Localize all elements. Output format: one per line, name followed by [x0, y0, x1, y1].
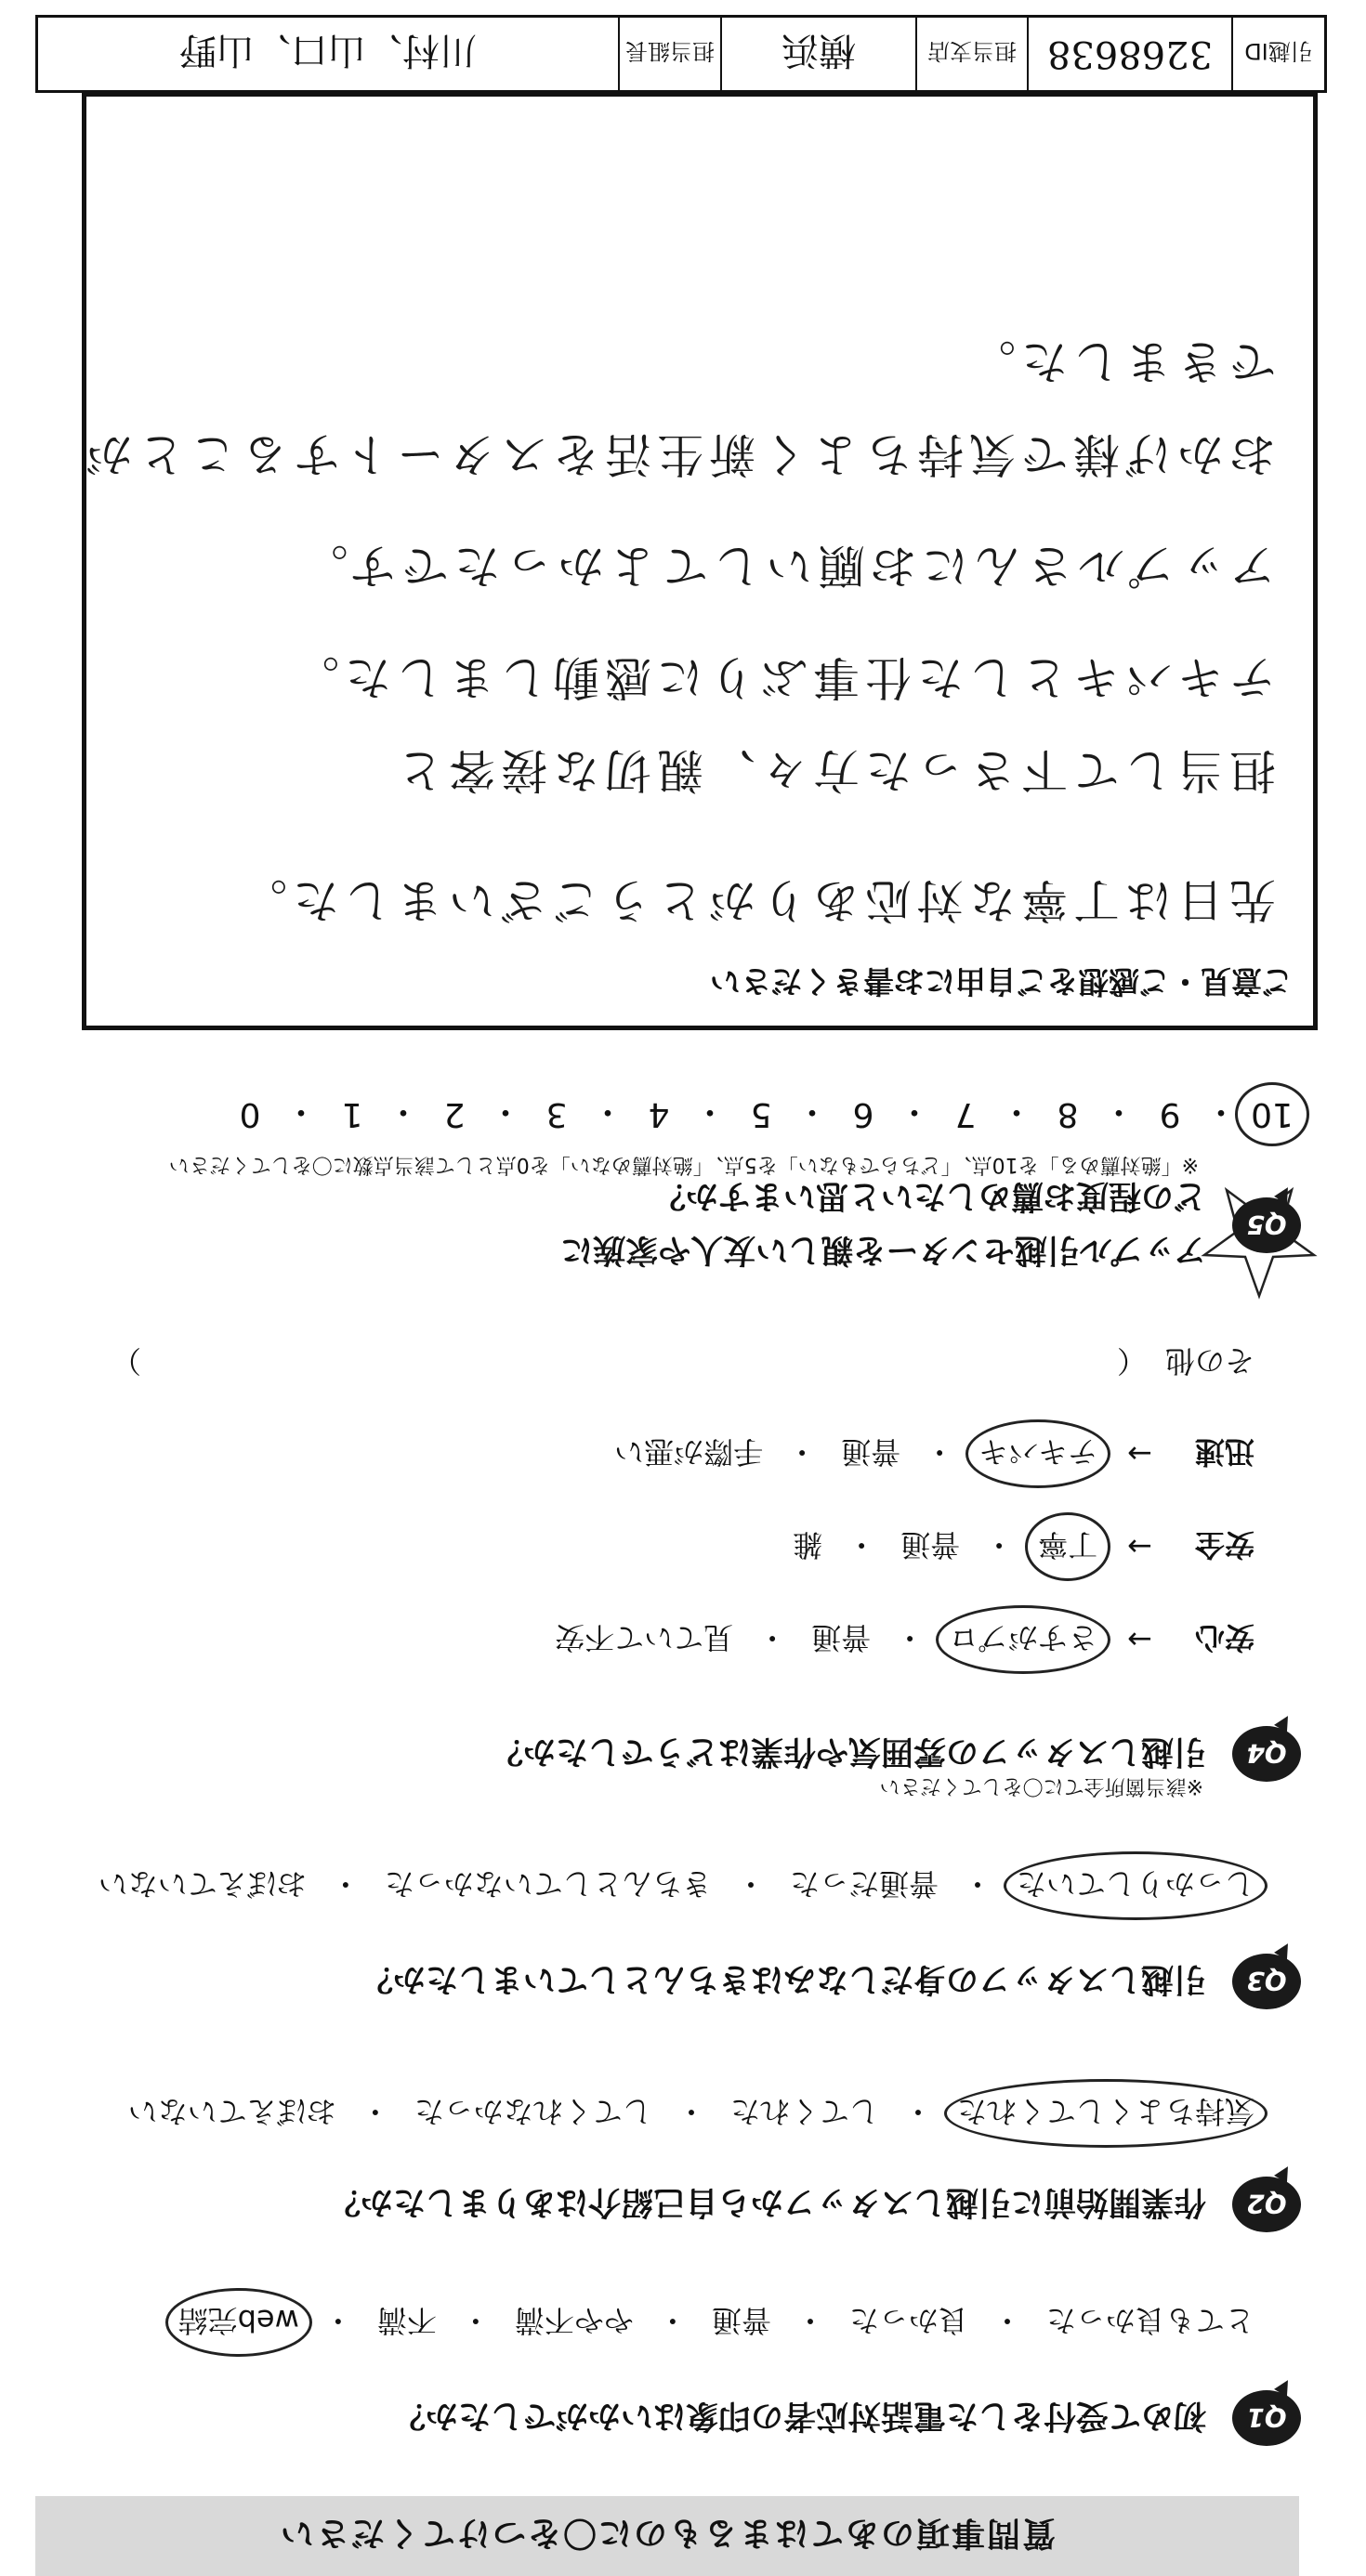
q5-scale-value[interactable]: 1 [341, 1095, 363, 1133]
q5-scale-value[interactable]: 9 [1159, 1095, 1181, 1133]
q4-row-anzen: 安全 → 丁寧 ・ 普通 ・ 雑 [793, 1525, 1254, 1568]
q4-note: ※該当箇所全てに〇をしてください [879, 1774, 1203, 1798]
q4-other [65, 1341, 1254, 1384]
q4-other-close: ） [111, 1343, 141, 1379]
q3-options: しっかりしていた ・ 普通だった ・ きちんとしていなかった ・ おぼえていない [99, 1864, 1254, 1907]
q5-scale-value[interactable]: 5 [750, 1095, 772, 1133]
comment-line: おかげ様で気持ちよく新生活をスタートすることが [80, 427, 1276, 481]
id-value: 3268638 [1027, 18, 1231, 90]
q5-scale-value[interactable]: 8 [1057, 1095, 1079, 1133]
q5-scale-value[interactable]: 7 [954, 1095, 977, 1133]
staff-value: 川村、山口、山野 [179, 29, 477, 72]
comment-line: 先日は丁寧な対応ありがとうございました。 [235, 873, 1276, 927]
q5-badge: Q5 [1232, 1197, 1301, 1253]
q3-option[interactable]: おぼえていない [98, 1866, 307, 1902]
q5-question [560, 1175, 1301, 1275]
comment-line: アップルさんにお願いしてよかったです。 [296, 539, 1276, 593]
q3-option[interactable]: きちんとしていなかった [384, 1866, 712, 1902]
q1-option[interactable]: 不満 [376, 2303, 437, 2338]
comment-line: 担当して下さった方々、親切な接客と [391, 743, 1276, 797]
q3-badge: Q3 [1232, 1954, 1301, 2009]
q4-row-label: 安全 [1194, 1527, 1254, 1563]
q1-option[interactable]: とても良かった [1045, 2303, 1254, 2338]
q5-scale-value[interactable]: 0 [239, 1095, 261, 1133]
q5-scale-value[interactable]: 6 [852, 1095, 874, 1133]
q5-note: ※「絶対薦める」を10点、「どちらでもない」を5点、「絶対薦めない」を0点として該当点数に〇をしてください [168, 1153, 1199, 1176]
arrow-icon: → [1127, 1436, 1152, 1471]
q4-text: 引越しスタッフの雰囲気や作業はどうでしたか？ [490, 1733, 1206, 1770]
q2-options: 気持ちよくしてくれた ・ してくれた ・ してくれなかった ・ おぼえていない [128, 2092, 1254, 2135]
q4-option-selected[interactable]: さすがプロ [949, 1618, 1097, 1661]
q4-badge: Q4 [1232, 1726, 1301, 1782]
q4-row-label: 迅速 [1194, 1434, 1254, 1470]
q5-text-line2: どの程度お薦めしたいと思いますか？ [652, 1177, 1206, 1214]
q4-option[interactable]: 手際が悪い [614, 1434, 764, 1470]
q5-scale-selected[interactable]: 10 [1248, 1095, 1296, 1133]
q4-option[interactable]: 普通 [841, 1434, 901, 1470]
q2-option[interactable]: してくれなかった [414, 2094, 652, 2129]
q1-option[interactable]: 普通 [711, 2303, 771, 2338]
q4-other-label: その他 [1164, 1343, 1254, 1379]
q5-scale: 10 ・ 9 ・ 8 ・ 7 ・ 6 ・ 5 ・ 4 ・ 3 ・ 2 ・ 1 ・ 0 [226, 1091, 1296, 1138]
q1-text: 初めて受付をした電話対応者の印象はいかがでしたか？ [392, 2397, 1206, 2434]
comment-line: できました。 [964, 334, 1276, 388]
q5-text-line1: アップル引越センターを親しい友人や家族に [560, 1231, 1206, 1268]
q5-scale-value[interactable]: 2 [443, 1095, 466, 1133]
q2-option[interactable]: おぼえていない [127, 2094, 336, 2129]
q5-scale-value[interactable]: 3 [545, 1095, 568, 1133]
arrow-icon: → [1127, 1622, 1152, 1657]
q4-other-open: （ [1116, 1343, 1147, 1379]
arrow-icon: → [1127, 1529, 1152, 1564]
q4-option-selected[interactable]: 丁寧 [1038, 1525, 1097, 1568]
q1-option-selected[interactable]: web完結 [178, 2301, 299, 2344]
id-label: 引越ID [1231, 18, 1324, 90]
q4-option[interactable]: 普通 [811, 1620, 872, 1655]
q4-row-label: 安心 [1194, 1620, 1254, 1655]
q2-option[interactable]: してくれた [729, 2094, 879, 2129]
q1-options: とても良かった ・ 良かった ・ 普通 ・ やや不満 ・ 不満 ・ web完結 [178, 2301, 1254, 2344]
q4-option-selected[interactable]: テキパキ [979, 1432, 1097, 1475]
instructions-header: 質問事項のあてはまるものに〇をつけてください [35, 2496, 1299, 2576]
branch-label: 担当支店 [915, 18, 1027, 90]
q3-option-selected[interactable]: しっかりしていた [1017, 1864, 1254, 1907]
q2-badge: Q2 [1232, 2177, 1301, 2232]
q4-row-jinsoku: 迅速 → テキパキ ・ 普通 ・ 手際が悪い [614, 1432, 1254, 1475]
staff-label: 担当組長 [618, 18, 720, 90]
q1-badge: Q1 [1232, 2390, 1301, 2446]
q3-question [361, 1954, 1301, 2009]
comment-title: ご意見・ご感想をご自由にお書きください [710, 963, 1293, 1000]
q2-question [328, 2177, 1301, 2232]
q3-text: 引越しスタッフの身だしなみはきちんとしていましたか？ [360, 1960, 1206, 1997]
q2-option-selected[interactable]: 気持ちよくしてくれた [957, 2092, 1254, 2135]
q5-scale-value[interactable]: 4 [648, 1095, 670, 1133]
q3-option[interactable]: 普通だった [789, 1866, 939, 1902]
q4-option[interactable]: 普通 [900, 1527, 961, 1563]
q1-question [393, 2390, 1301, 2446]
q4-option[interactable]: 雑 [793, 1527, 823, 1563]
q4-row-anshin: 安心 → さすがプロ ・ 普通 ・ 見ていて不安 [555, 1618, 1254, 1661]
q4-option[interactable]: 見ていて不安 [555, 1620, 734, 1655]
q1-option[interactable]: やや不満 [514, 2303, 634, 2338]
info-bar [35, 15, 1327, 93]
comment-box[interactable] [82, 92, 1318, 1030]
comment-line: テキパキとした仕事ぶりに感動しました。 [287, 650, 1276, 704]
branch-value: 横浜 [720, 18, 915, 90]
q2-text: 作業開始前に引越しスタッフから自己紹介はありましたか？ [327, 2183, 1206, 2220]
q1-option[interactable]: 良かった [848, 2303, 968, 2338]
